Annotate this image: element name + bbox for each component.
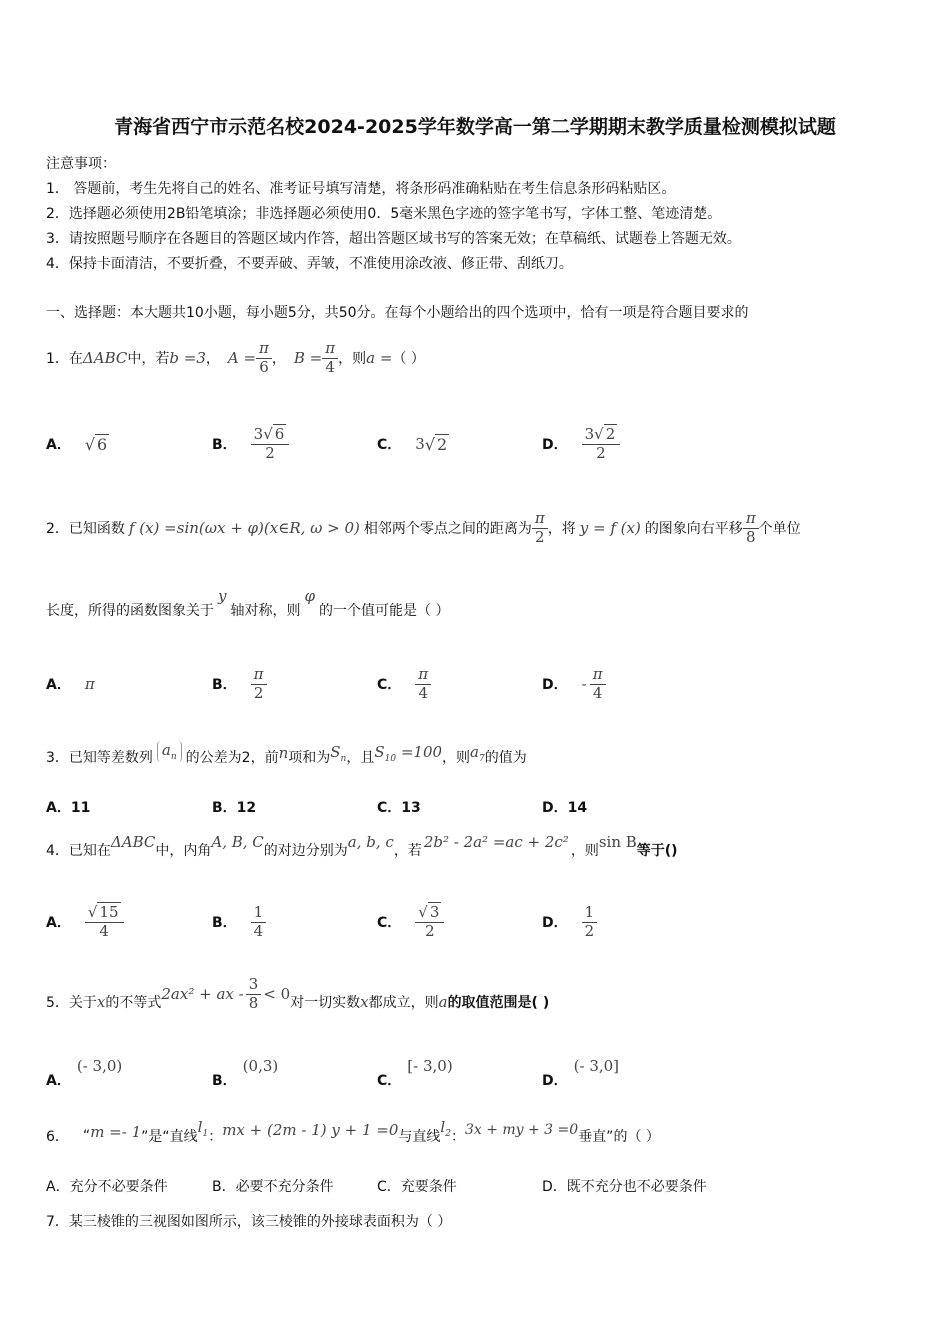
q1-B-num: π [322, 340, 338, 358]
q5-number: 5． [46, 995, 69, 1011]
q3-Sn: $S_n$ [330, 742, 347, 764]
q1-option-C-coef: 3 [415, 435, 425, 453]
q6-line-2-eq: 3x + my + 3 =0 [464, 1122, 579, 1138]
section-1-heading: 一、选择题：本大题共10小题，每小题5分，共50分。在每个小题给出的四个选项中，恰有一项是符合题目要求的 [46, 305, 749, 321]
q4-text-4: ，若 [393, 843, 422, 859]
q7-number: 7． [46, 1214, 69, 1230]
q2-option-A[interactable] [46, 654, 95, 714]
q4-option-A[interactable] [46, 890, 124, 954]
q1-option-B[interactable] [212, 414, 289, 474]
q1-text-3: ， [205, 351, 220, 367]
q2-text-2: 相邻两个零点之间的距离为 [363, 521, 532, 537]
q3-S10: $S_{10} =100$ [374, 742, 443, 764]
q1-option-D-value: $\frac{3√ 2}{2}$ [582, 426, 621, 462]
q6-colon-2: ： [450, 1129, 465, 1145]
q1-option-A[interactable] [46, 414, 109, 474]
q2-option-B-value: $\frac{\pi}{2}$ [251, 666, 267, 702]
q1-option-D[interactable] [542, 414, 620, 474]
q2-option-B[interactable] [212, 654, 267, 714]
q1-option-B-value: $\frac{3√ 6}{2}$ [251, 426, 290, 462]
q6-option-B[interactable]: B．必要不充分条件 [212, 1179, 334, 1195]
notice-item-3: 3．请按照题号顺序在各题目的答题区域内作答，超出答题区域书写的答案无效；在草稿纸、试题卷上答题无效。 [46, 231, 741, 247]
q5-option-C-value: [- 3,0) [407, 1057, 453, 1075]
exam-title: 青海省西宁市示范名校2024-2025学年数学高一第二学期期末教学质量检测模拟试题 [114, 116, 836, 138]
q1-number: 1． [46, 351, 69, 367]
q2-option-C-value: $\frac{\pi}{4}$ [415, 666, 431, 702]
q4-text-6: 等于() [636, 843, 678, 859]
q4-option-D-value: $\frac{1}{2}$ [582, 904, 598, 940]
q1-a-eq: a = [366, 349, 393, 367]
q5-option-D-label: D． [542, 1073, 568, 1089]
q2-frac-1: $\frac{\pi}{2}$ [532, 510, 548, 546]
q4-option-B[interactable] [212, 890, 266, 954]
q1-option-C-label: C． [377, 437, 402, 453]
q4-option-B-label: B． [212, 915, 237, 931]
q1-text-6: （ ） [392, 351, 425, 367]
notice-item-1: 1． 答题前，考生先将自己的姓名、准考证号填写清楚，将条形码准确粘贴在考生信息条形码粘贴区。 [46, 181, 676, 197]
q4-text-2: 中，内角 [155, 843, 212, 859]
q5-option-D-value: (- 3,0] [573, 1057, 620, 1075]
q2-frac-2: $\frac{\pi}{8}$ [743, 510, 759, 546]
q4-option-A-value: $\frac{√ 15}{4}$ [85, 904, 124, 940]
q4-number: 4． [46, 843, 69, 859]
q5-a: a [438, 993, 448, 1011]
q1-text-1: 在 [68, 351, 83, 367]
q6-option-C[interactable]: C．充要条件 [377, 1179, 457, 1195]
q6-text-3: 与直线 [398, 1129, 441, 1145]
q2-line2-text-1: 长度，所得的函数图象关于 [46, 603, 214, 619]
q2-phi: φ [304, 587, 315, 605]
q1-text-2: 中，若 [127, 351, 170, 367]
q5-text-2: 的不等式 [105, 995, 162, 1011]
q5-x: x [96, 993, 106, 1011]
question-3 [46, 735, 527, 779]
q1-option-C-value: √ 2 [424, 434, 448, 454]
q5-option-B-value: (0,3) [242, 1057, 279, 1075]
q4-sides: a, b, c [347, 833, 394, 851]
q5-option-B[interactable] [212, 1052, 278, 1092]
q4-option-B-value: $\frac{1}{4}$ [251, 904, 267, 940]
question-7 [46, 1211, 451, 1231]
q6-text-2: ”是“直线 [141, 1129, 198, 1145]
q1-b: b =3 [169, 349, 206, 367]
q5-text-1: 关于 [68, 995, 97, 1011]
q2-number: 2． [46, 521, 69, 537]
q2-line2-text-2: 轴对称，则 [230, 603, 301, 619]
question-5 [46, 972, 549, 1032]
q2-line2-text-3: 的一个值可能是（ ） [319, 603, 450, 619]
q5-text-3: 对一切实数 [290, 995, 361, 1011]
q1-A-den: 6 [259, 357, 269, 376]
q1-option-C[interactable] [377, 414, 449, 474]
question-4 [46, 828, 678, 872]
q1-B-frac [322, 340, 338, 376]
q1-text-5: ，则 [338, 351, 367, 367]
q1-triangle: ΔABC [82, 349, 128, 367]
q1-option-B-label: B． [212, 437, 237, 453]
q5-text-5: 的取值范围是( ) [447, 995, 550, 1011]
q3-text-6: 的值为 [484, 750, 527, 766]
q3-sequence: $a_n$ [157, 741, 182, 762]
q4-option-D[interactable] [542, 890, 597, 954]
q6-option-D[interactable]: D．既不充分也不必要条件 [542, 1179, 707, 1195]
q6-option-A[interactable]: A．充分不必要条件 [46, 1179, 168, 1195]
q5-option-A-value: (- 3,0) [76, 1057, 123, 1075]
q2-option-C-label: C． [377, 677, 402, 693]
q1-option-D-label: D． [542, 437, 568, 453]
q2-option-D[interactable] [542, 654, 606, 714]
q3-text-1: 已知等差数列 [68, 750, 153, 766]
q2-option-D-sign: - [581, 675, 587, 693]
q3-a7: $a_7$ [470, 742, 485, 764]
q4-sinB: sin B [598, 833, 637, 851]
q1-B-den: 4 [325, 357, 335, 376]
notice-item-2: 2．选择题必须使用2B铅笔填涂；非选择题必须使用0．5毫米黑色字迹的签字笔书写，字体工整、笔迹清楚。 [46, 206, 722, 222]
q2-option-A-label: A． [46, 677, 71, 693]
q2-text-3: ，将 [547, 521, 576, 537]
q4-option-C[interactable] [377, 890, 444, 954]
q5-option-A-label: A． [46, 1073, 71, 1089]
q2-option-D-label: D． [542, 677, 568, 693]
question-2 [46, 498, 801, 558]
q4-option-C-value: $\frac{√ 3}{2}$ [415, 904, 444, 940]
q6-text-4: 垂直”的（ ） [578, 1129, 660, 1145]
q2-option-B-label: B． [212, 677, 237, 693]
q4-option-D-label: D． [542, 915, 568, 931]
q1-option-A-value: √ 6 [84, 434, 108, 454]
notice-item-4: 4．保持卡面清洁，不要折叠，不要弄破、弄皱，不准使用涂改液、修正带、刮纸刀。 [46, 256, 573, 272]
q2-y: y [218, 587, 227, 605]
q6-colon-1: ： [208, 1129, 223, 1145]
q3-text-2: 的公差为2，前 [185, 750, 279, 766]
question-6 [46, 1116, 660, 1156]
q2-y-eq: y = f (x) [579, 519, 641, 537]
q1-B-eq: B = [293, 349, 323, 367]
q2-text-5: 个单位 [758, 521, 801, 537]
q5-x-2: x [360, 993, 369, 1011]
q5-option-B-label: B． [212, 1073, 237, 1089]
question-2-line-2 [46, 587, 450, 630]
q3-n: n [278, 744, 289, 762]
q5-option-C[interactable] [377, 1052, 453, 1092]
q2-text-1: 已知函数 [68, 521, 125, 537]
q4-option-C-label: C． [377, 915, 402, 931]
q4-equation: 2b² - 2a² =ac + 2c² [423, 833, 569, 851]
q5-option-D[interactable] [542, 1052, 619, 1092]
q4-text-3: 的对边分别为 [263, 843, 348, 859]
q3-option-A[interactable]: A．11 [46, 800, 91, 816]
q6-number: 6． [46, 1129, 69, 1145]
q5-option-C-label: C． [377, 1073, 402, 1089]
q1-A-frac [256, 340, 272, 376]
q2-option-D-value: $\frac{\pi}{4}$ [590, 666, 606, 702]
q1-A-eq: A = [227, 349, 257, 367]
q3-option-D[interactable]: D．14 [542, 800, 588, 816]
q1-text-4: ， [271, 351, 286, 367]
q2-function: f (x) =sin(ωx + φ)(x∈R, ω > 0) [128, 519, 360, 537]
q4-text-1: 已知在 [68, 843, 111, 859]
q6-l2: $l_2$ [440, 1117, 451, 1139]
q3-option-B[interactable]: B．12 [212, 800, 257, 816]
q1-A-num: π [256, 340, 272, 358]
q5-option-A[interactable] [46, 1052, 122, 1092]
q2-option-A-value: π [84, 675, 95, 693]
q4-triangle: ΔABC [110, 833, 156, 851]
question-1 [46, 330, 425, 386]
q7-text: 某三棱锥的三视图如图所示，该三棱锥的外接球表面积为（ ） [68, 1214, 452, 1230]
q4-option-A-label: A． [46, 915, 71, 931]
q3-number: 3． [46, 750, 69, 766]
notice-heading: 注意事项： [46, 156, 116, 172]
q3-text-5: ，则 [442, 750, 471, 766]
q3-option-C[interactable]: C．13 [377, 800, 421, 816]
q6-line-1-eq: mx + (2m - 1) y + 1 =0 [222, 1121, 399, 1139]
q3-text-4: ，且 [346, 750, 375, 766]
q5-text-4: 都成立，则 [368, 995, 439, 1011]
q4-text-5: ，则 [570, 843, 599, 859]
q5-inequality: 2ax² + ax - $\frac{3}{8}$ < 0 [161, 975, 291, 1012]
q6-m: m =- 1 [90, 1123, 142, 1141]
q6-text-1: “ [82, 1128, 91, 1144]
q4-angles: A, B, C [211, 833, 264, 851]
q3-text-3: 项和为 [288, 750, 331, 766]
q6-l1: $l_1$ [197, 1117, 209, 1139]
q2-text-4: 的图象向右平移 [644, 521, 743, 537]
q1-option-A-label: A． [46, 437, 71, 453]
q2-option-C[interactable] [377, 654, 431, 714]
